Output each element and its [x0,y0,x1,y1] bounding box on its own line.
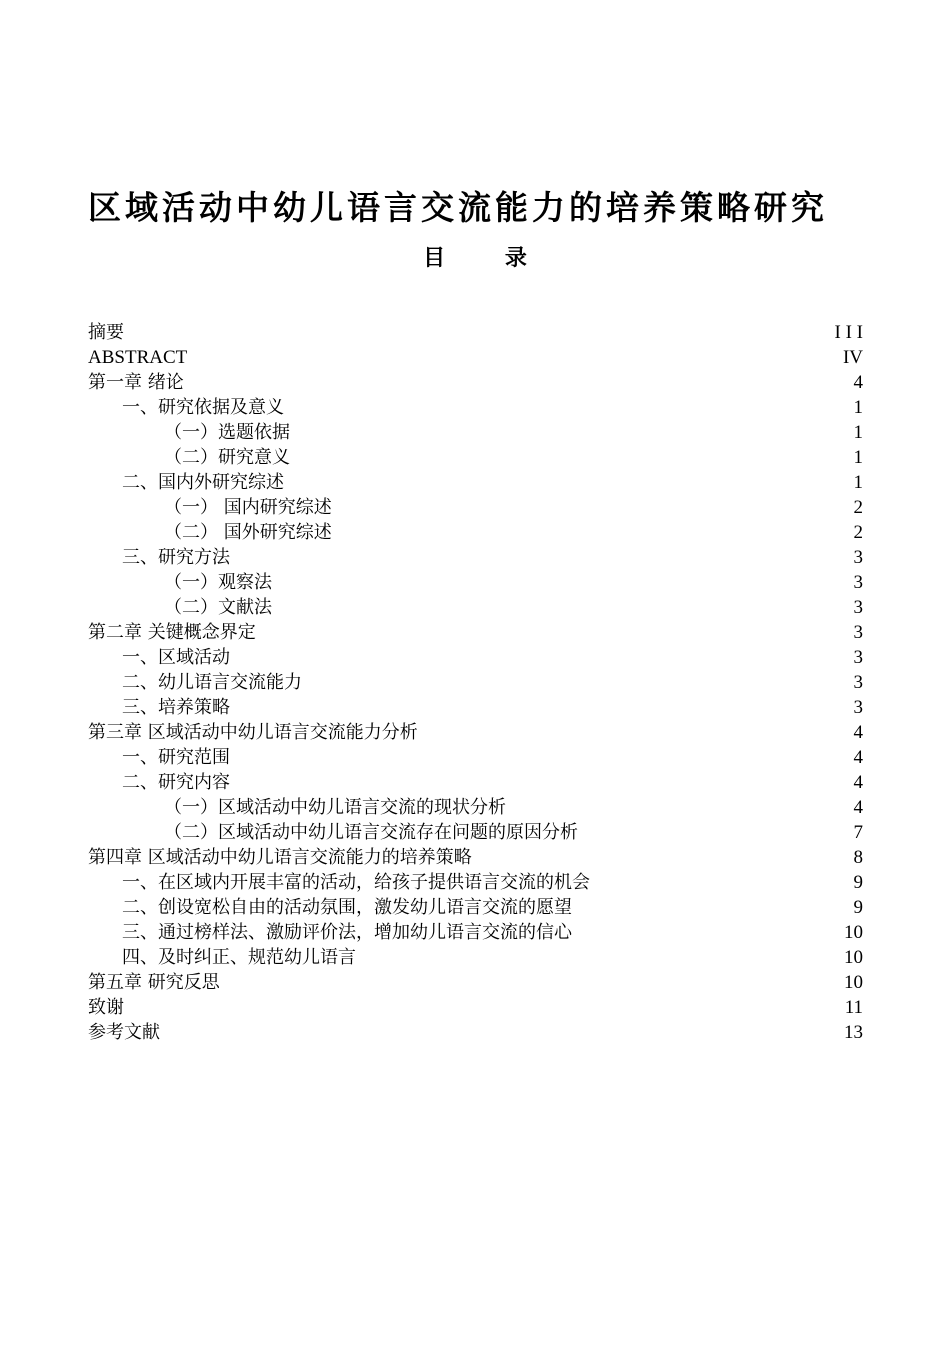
toc-entry-page-number: 3 [853,697,863,718]
toc-entry-label: 一、区域活动 [122,647,230,668]
toc-entry-label: 三、通过榜样法、激励评价法，增加幼儿语言交流的信心 [122,922,572,943]
toc-entry[interactable] [88,645,863,670]
toc-entry-page-number: 10 [844,972,863,993]
document-title: 区域活动中幼儿语言交流能力的培养策略研究 [88,188,828,227]
toc-entry-label: （二）文献法 [164,597,272,618]
toc-entry-page-number: 9 [853,872,863,893]
toc-entry[interactable] [88,495,863,520]
toc-entry-label: （一）区域活动中幼儿语言交流的现状分析 [164,797,506,818]
toc-entry[interactable] [88,470,863,495]
toc-entry[interactable] [88,945,863,970]
toc-entry-label: （二）研究意义 [164,447,290,468]
toc-entry-label: （一） 国内研究综述 [164,497,332,518]
toc-entry-label: 第四章 区域活动中幼儿语言交流能力的培养策略 [88,847,472,868]
toc-entry-label: 致谢 [88,997,124,1018]
toc-entry-label: 一、研究依据及意义 [122,397,284,418]
toc-entry[interactable] [88,545,863,570]
toc-entry[interactable] [88,970,863,995]
toc-entry-page-number: 4 [853,747,863,768]
toc-entry-label: 第二章 关键概念界定 [88,622,256,643]
toc-entry[interactable] [88,420,863,445]
toc-entry[interactable] [88,720,863,745]
toc-entry-label: 二、国内外研究综述 [122,472,284,493]
toc-entry-label: 第一章 绪论 [88,372,184,393]
toc-entry-page-number: 3 [853,647,863,668]
toc-entry[interactable] [88,570,863,595]
toc-entry-page-number: 9 [853,897,863,918]
toc-entry[interactable] [88,795,863,820]
toc-entry-page-number: 2 [853,497,863,518]
toc-entry[interactable] [88,345,863,370]
toc-entry-label: （一）观察法 [164,572,272,593]
toc-entry-page-number: 2 [853,522,863,543]
toc-entry-label: 二、创设宽松自由的活动氛围，激发幼儿语言交流的愿望 [122,897,572,918]
toc-entry-page-number: 3 [853,572,863,593]
toc-entry-label: （二）区域活动中幼儿语言交流存在问题的原因分析 [164,822,578,843]
toc-entry-page-number: 10 [844,947,863,968]
toc-entry-page-number: 3 [853,547,863,568]
toc-entry-page-number: 1 [853,397,863,418]
toc-entry-page-number: 11 [844,997,863,1018]
toc-entry-page-number: 1 [853,472,863,493]
toc-entry-page-number: 8 [853,847,863,868]
toc-entry-label: 第五章 研究反思 [88,972,220,993]
toc-entry[interactable] [88,770,863,795]
toc-entry-page-number: 3 [853,622,863,643]
toc-entry[interactable] [88,395,863,420]
toc-entry[interactable] [88,920,863,945]
toc-entry[interactable] [88,820,863,845]
toc-entry[interactable] [88,520,863,545]
toc-entry[interactable] [88,870,863,895]
toc-entry[interactable] [88,370,863,395]
toc-heading: 目 录 [423,246,553,271]
toc-entry[interactable] [88,320,863,345]
toc-entry-label: 参考文献 [88,1022,160,1043]
toc-entry-page-number: 7 [853,822,863,843]
toc-entry-label: 一、研究范围 [122,747,230,768]
toc-entry[interactable] [88,445,863,470]
toc-entry-page-number: 4 [853,772,863,793]
toc-entry-label: 二、研究内容 [122,772,230,793]
toc-entry[interactable] [88,1020,863,1045]
toc-entry-page-number: 4 [853,372,863,393]
toc-entry-label: 一、在区域内开展丰富的活动，给孩子提供语言交流的机会 [122,872,590,893]
toc-entry[interactable] [88,895,863,920]
toc-entry[interactable] [88,695,863,720]
toc-entry-page-number: I I I [834,322,863,343]
toc-entry[interactable] [88,845,863,870]
toc-entry-label: （二） 国外研究综述 [164,522,332,543]
toc-entry-page-number: 3 [853,597,863,618]
toc-entry-page-number: 10 [844,922,863,943]
toc-entry-label: 三、培养策略 [122,697,230,718]
toc-entry-page-number: 4 [853,722,863,743]
toc-entry-label: （一）选题依据 [164,422,290,443]
toc-entry[interactable] [88,620,863,645]
toc-entry-page-number: 1 [853,422,863,443]
toc-entry-page-number: IV [842,347,863,368]
toc-entry-page-number: 4 [853,797,863,818]
table-of-contents [88,320,863,1045]
toc-entry-page-number: 1 [853,447,863,468]
toc-entry[interactable] [88,670,863,695]
toc-entry-label: 摘要 [88,322,124,343]
toc-entry-page-number: 3 [853,672,863,693]
toc-entry-page-number: 13 [844,1022,863,1043]
toc-entry[interactable] [88,745,863,770]
toc-entry-label: 第三章 区域活动中幼儿语言交流能力分析 [88,722,418,743]
toc-entry[interactable] [88,995,863,1020]
toc-entry-label: 二、幼儿语言交流能力 [122,672,302,693]
toc-entry-label: ABSTRACT [88,347,188,368]
toc-entry[interactable] [88,595,863,620]
toc-entry-label: 四、及时纠正、规范幼儿语言 [122,947,356,968]
toc-entry-label: 三、研究方法 [122,547,230,568]
